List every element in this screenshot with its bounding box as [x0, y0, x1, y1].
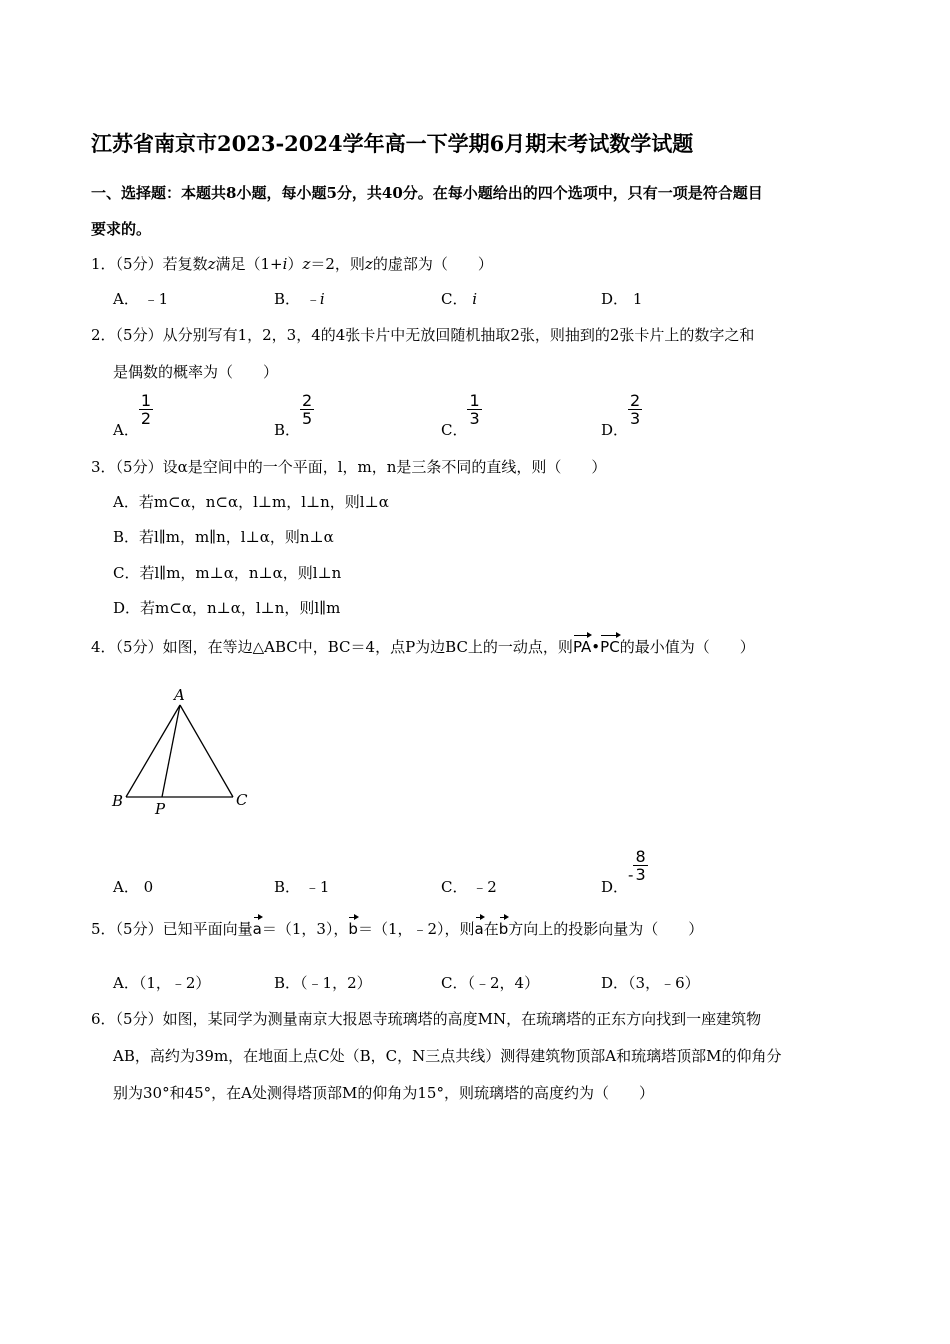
side-ac	[180, 705, 233, 797]
vector-b: b	[348, 920, 358, 938]
label-b: B	[112, 792, 124, 810]
vector-pa: PA	[572, 638, 592, 656]
question-6-line1: 6．（5分）如图，某同学为测量南京大报恩寺琉璃塔的高度MN，在琉璃塔的正东方向找到一座建筑物	[91, 1010, 762, 1028]
q1-option-b[interactable]: B． ﹣i	[274, 290, 325, 308]
question-6-line2: AB，高约为39m，在地面上点C处（B，C，N三点共线）测得建筑物顶部A和琉璃塔顶部M的仰角分	[113, 1047, 782, 1065]
q2-option-b[interactable]: B． $\frac{2}{5}$	[274, 391, 313, 439]
q3-option-c[interactable]: C．若l∥m，m⊥α，n⊥α，则l⊥n	[113, 564, 342, 582]
q4-option-c[interactable]: C． ﹣2	[441, 878, 497, 896]
question-1: 1．（5分）若复数z满足（1+i）z＝2，则z的虚部为（ ）	[91, 255, 493, 273]
q1-option-c[interactable]: C． i	[441, 290, 478, 308]
label-c: C	[236, 791, 248, 809]
section-heading-line2: 要求的。	[91, 220, 152, 238]
question-5: 5．（5分）已知平面向量a＝（1，3），b＝（1，﹣2），则a在b方向上的投影向量为（ ）	[91, 920, 704, 938]
question-2-line2: 是偶数的概率为（ ）	[113, 363, 279, 381]
q5-option-b[interactable]: B．（﹣1，2）	[274, 974, 372, 992]
question-score: （5分）	[115, 255, 163, 273]
segment-ap	[162, 705, 180, 797]
page-title: 江苏省南京市2023-2024学年高一下学期6月期末考试数学试题	[91, 131, 694, 156]
vector-b: b	[498, 920, 509, 938]
question-3: 3．（5分）设α是空间中的一个平面，l，m，n是三条不同的直线，则（ ）	[91, 458, 607, 476]
q3-option-a[interactable]: A．若m⊂α，n⊂α，l⊥m，l⊥n，则l⊥α	[113, 493, 389, 511]
q3-option-b[interactable]: B．若l∥m，m∥n，l⊥α，则n⊥α	[113, 528, 334, 546]
q5-option-d[interactable]: D．（3，﹣6）	[601, 974, 700, 992]
section-heading-line1: 一、选择题：本题共8小题，每小题5分，共40分。在每小题给出的四个选项中，只有一项是符合题目	[91, 184, 763, 202]
q5-option-c[interactable]: C．（﹣2，4）	[441, 974, 540, 992]
q3-option-d[interactable]: D．若m⊂α，n⊥α，l⊥n，则l∥m	[113, 599, 341, 617]
vector-pc: PC	[600, 638, 620, 656]
q4-option-b[interactable]: B． ﹣1	[274, 878, 330, 896]
question-6-line3: 别为30°和45°，在A处测得塔顶部M的仰角为15°，则琉璃塔的高度约为（ ）	[113, 1084, 654, 1102]
label-a: A	[174, 686, 185, 704]
q4-option-d[interactable]: D．- $\frac{8}{3}$	[601, 847, 646, 896]
side-ab	[126, 705, 180, 797]
question-4: 4．（5分）如图，在等边△ABC中，BC＝4，点P为边BC上的一动点，则PA•PC的最小值为（ ）	[91, 638, 755, 656]
q4-option-a[interactable]: A． 0	[113, 878, 154, 896]
question-2-line1: 2．（5分）从分别写有1，2，3，4的4张卡片中无放回随机抽取2张，则抽到的2张卡片上的数字之和	[91, 326, 755, 344]
vector-a: a	[252, 920, 262, 938]
vector-a: a	[474, 920, 484, 938]
q2-option-c[interactable]: C． $\frac{1}{3}$	[441, 391, 480, 439]
q1-option-d[interactable]: D． 1	[601, 290, 643, 308]
q5-option-a[interactable]: A．（1，﹣2）	[113, 974, 211, 992]
q2-option-a[interactable]: A． $\frac{1}{2}$	[113, 391, 152, 439]
q1-option-a[interactable]: A． ﹣1	[113, 290, 169, 308]
triangle-figure	[100, 680, 270, 820]
label-p: P	[155, 800, 166, 818]
q2-option-d[interactable]: D． $\frac{2}{3}$	[601, 391, 641, 439]
question-number: 1．	[91, 255, 116, 273]
